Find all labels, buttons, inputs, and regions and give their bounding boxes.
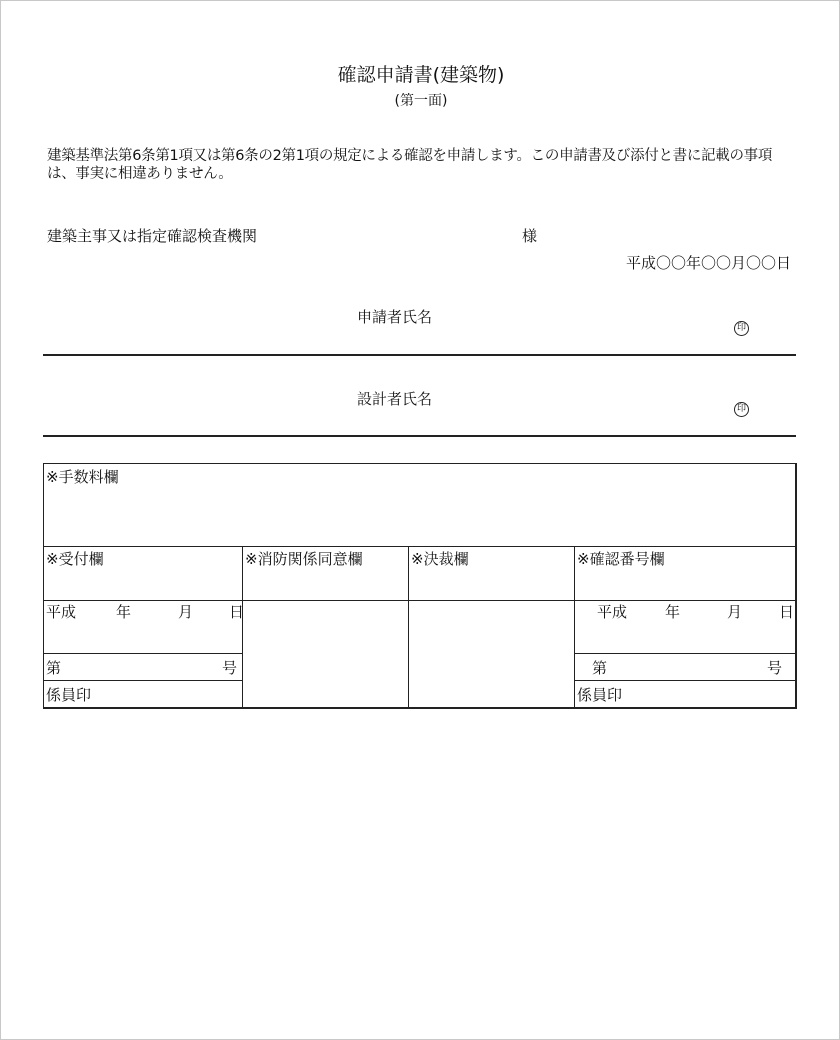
confirmation-month-unit: 月 [727, 603, 743, 621]
designer-signature-line [43, 435, 796, 437]
confirmation-staff-seal-cell [574, 680, 797, 709]
fire-consent-cell [242, 546, 409, 601]
reception-date-cell [43, 600, 243, 654]
reception-number-suffix: 号 [222, 659, 238, 677]
confirmation-number-row [574, 653, 797, 681]
reception-staff-seal-label: 係員印 [46, 686, 92, 704]
confirmation-date-cell [574, 600, 797, 654]
reception-number-prefix: 第 [46, 659, 62, 677]
reception-year-unit: 年 [116, 603, 132, 621]
reception-number-cell [43, 653, 243, 681]
confirmation-staff-seal-label: 係員印 [577, 686, 623, 704]
confirmation-year-unit: 年 [665, 603, 681, 621]
fee-cell [43, 463, 797, 547]
designer-name-label: 設計者氏名 [357, 390, 433, 408]
application-date: 平成〇〇年〇〇月〇〇日 [625, 254, 791, 272]
authority-label: 建築主事又は指定確認検査機関 [47, 227, 258, 245]
decision-label: ※決裁欄 [411, 550, 469, 568]
confirmation-era: 平成 [597, 603, 628, 621]
fee-label: ※手数料欄 [46, 468, 119, 486]
applicant-seal-icon: 印 [734, 321, 749, 336]
page-title: 確認申請書(建築物) [337, 64, 505, 86]
designer-seal-icon: 印 [734, 402, 749, 417]
confirmation-day-unit: 日 [779, 603, 795, 621]
reception-day-unit: 日 [229, 603, 245, 621]
reception-staff-seal-cell [43, 680, 243, 709]
confirmation-number-prefix: 第 [592, 659, 608, 677]
confirmation-number-cell [574, 546, 797, 601]
declaration-text: 建築基準法第6条第1項又は第6条の2第1項の規定による確認を申請します。この申請書及び添付と書に記載の事項は、事実に相違ありません。 [47, 148, 773, 182]
applicant-signature-line [43, 354, 796, 356]
applicant-name-label: 申請者氏名 [357, 308, 433, 326]
fire-consent-body [242, 600, 409, 709]
reception-cell [43, 546, 243, 601]
honorific-label: 様 [522, 227, 538, 245]
reception-label: ※受付欄 [46, 550, 104, 568]
reception-month-unit: 月 [178, 603, 194, 621]
decision-cell [408, 546, 575, 601]
fire-consent-label: ※消防関係同意欄 [245, 550, 363, 568]
confirmation-number-label: ※確認番号欄 [577, 550, 665, 568]
reception-era: 平成 [46, 603, 77, 621]
page-subtitle: (第一面) [394, 93, 448, 109]
confirmation-number-suffix: 号 [767, 659, 783, 677]
decision-body [408, 600, 575, 709]
